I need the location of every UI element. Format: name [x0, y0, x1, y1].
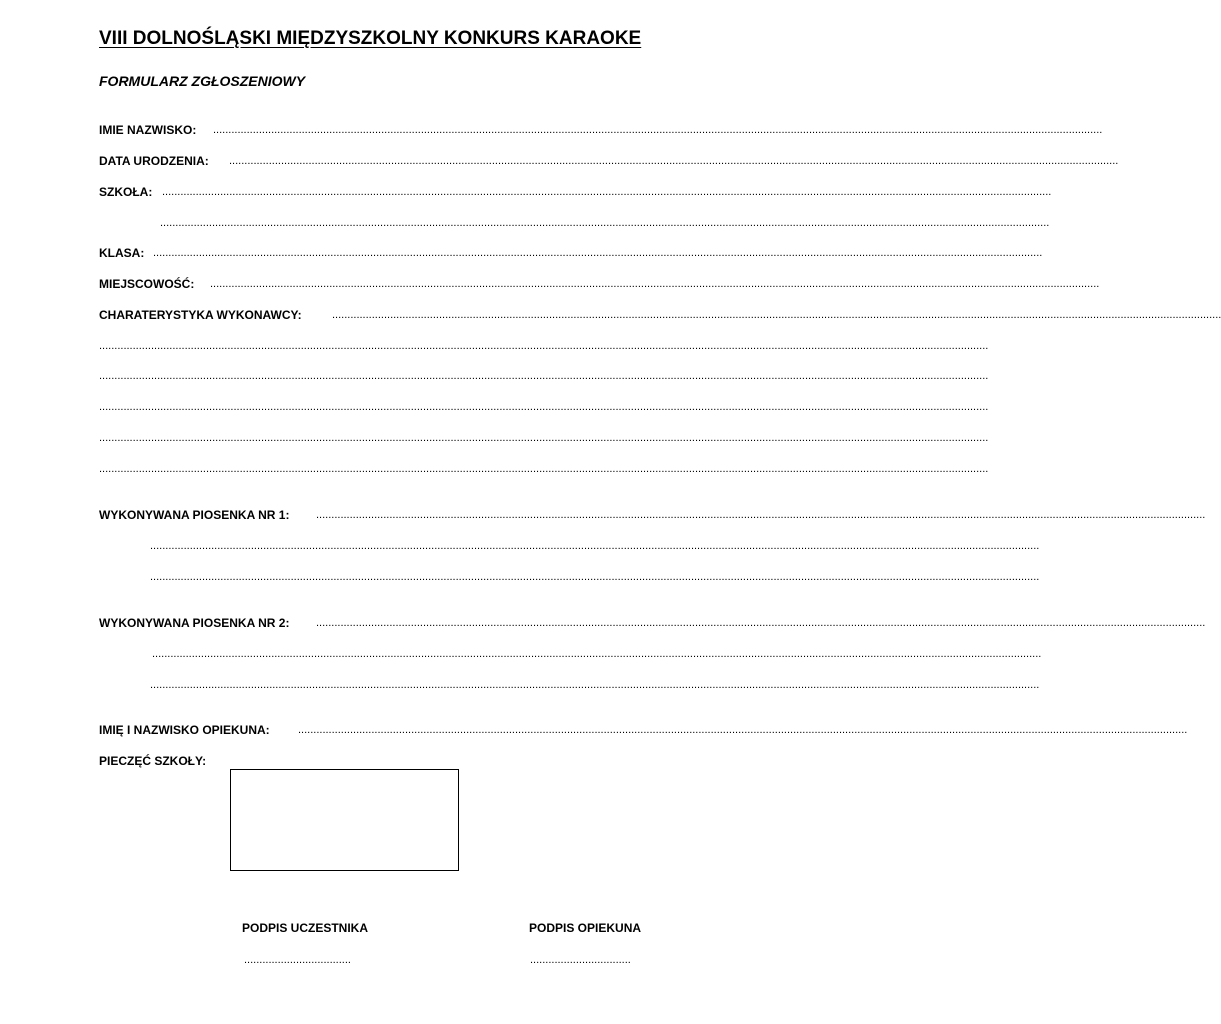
song1-line-3[interactable]: ...................................................................................................................................................................................................................................................................................................: [150, 571, 1040, 583]
class-label: KLASA:: [99, 246, 145, 260]
song2-field-line[interactable]: ...................................................................................................................................................................................................................................................................................................: [316, 617, 1206, 629]
performer-field-line[interactable]: ...................................................................................................................................................................................................................................................................................................: [332, 309, 1221, 321]
class-field-line[interactable]: ...................................................................................................................................................................................................................................................................................................: [153, 247, 1043, 259]
performer-label: CHARATERYSTYKA WYKONAWCY:: [99, 308, 302, 322]
name-field-line[interactable]: ...................................................................................................................................................................................................................................................................................................: [213, 124, 1103, 136]
participant-signature-label: PODPIS UCZESTNIKA: [242, 921, 369, 935]
guardian-name-field-line[interactable]: ...................................................................................................................................................................................................................................................................................................: [298, 724, 1188, 736]
city-label: MIEJSCOWOŚĆ:: [99, 277, 195, 291]
city-field-line[interactable]: ...................................................................................................................................................................................................................................................................................................: [210, 278, 1100, 290]
guardian-signature-line[interactable]: .................................: [530, 954, 631, 966]
form-subtitle: FORMULARZ ZGŁOSZENIOWY: [99, 73, 306, 89]
performer-line-5[interactable]: ...................................................................................................................................................................................................................................................................................................: [99, 432, 989, 444]
birthdate-field-line[interactable]: ...................................................................................................................................................................................................................................................................................................: [229, 155, 1119, 167]
stamp-label: PIECZĘĆ SZKOŁY:: [99, 754, 207, 768]
performer-line-2[interactable]: ...................................................................................................................................................................................................................................................................................................: [99, 340, 989, 352]
performer-line-3[interactable]: ...................................................................................................................................................................................................................................................................................................: [99, 370, 989, 382]
song2-line-2[interactable]: ...................................................................................................................................................................................................................................................................................................: [152, 648, 1042, 660]
song1-label: WYKONYWANA PIOSENKA NR 1:: [99, 508, 290, 522]
birthdate-label: DATA URODZENIA:: [99, 154, 209, 168]
form-title: VIII DOLNOŚLĄSKI MIĘDZYSZKOLNY KONKURS KARAOKE: [99, 28, 642, 49]
guardian-signature-label: PODPIS OPIEKUNA: [529, 921, 642, 935]
name-label: IMIE NAZWISKO:: [99, 123, 197, 137]
school-field-line[interactable]: ...................................................................................................................................................................................................................................................................................................: [162, 186, 1052, 198]
guardian-name-label: IMIĘ I NAZWISKO OPIEKUNA:: [99, 723, 270, 737]
performer-line-6[interactable]: ...................................................................................................................................................................................................................................................................................................: [99, 463, 989, 475]
song2-label: WYKONYWANA PIOSENKA NR 2:: [99, 616, 290, 630]
song1-field-line[interactable]: ...................................................................................................................................................................................................................................................................................................: [316, 509, 1206, 521]
school-field-line-2[interactable]: ...................................................................................................................................................................................................................................................................................................: [160, 217, 1050, 229]
school-label: SZKOŁA:: [99, 185, 153, 199]
performer-line-4[interactable]: ...................................................................................................................................................................................................................................................................................................: [99, 401, 989, 413]
song1-line-2[interactable]: ...................................................................................................................................................................................................................................................................................................: [150, 540, 1040, 552]
school-stamp-box[interactable]: [230, 769, 459, 871]
song2-line-3[interactable]: ...................................................................................................................................................................................................................................................................................................: [150, 679, 1040, 691]
participant-signature-line[interactable]: ...................................: [244, 954, 351, 966]
